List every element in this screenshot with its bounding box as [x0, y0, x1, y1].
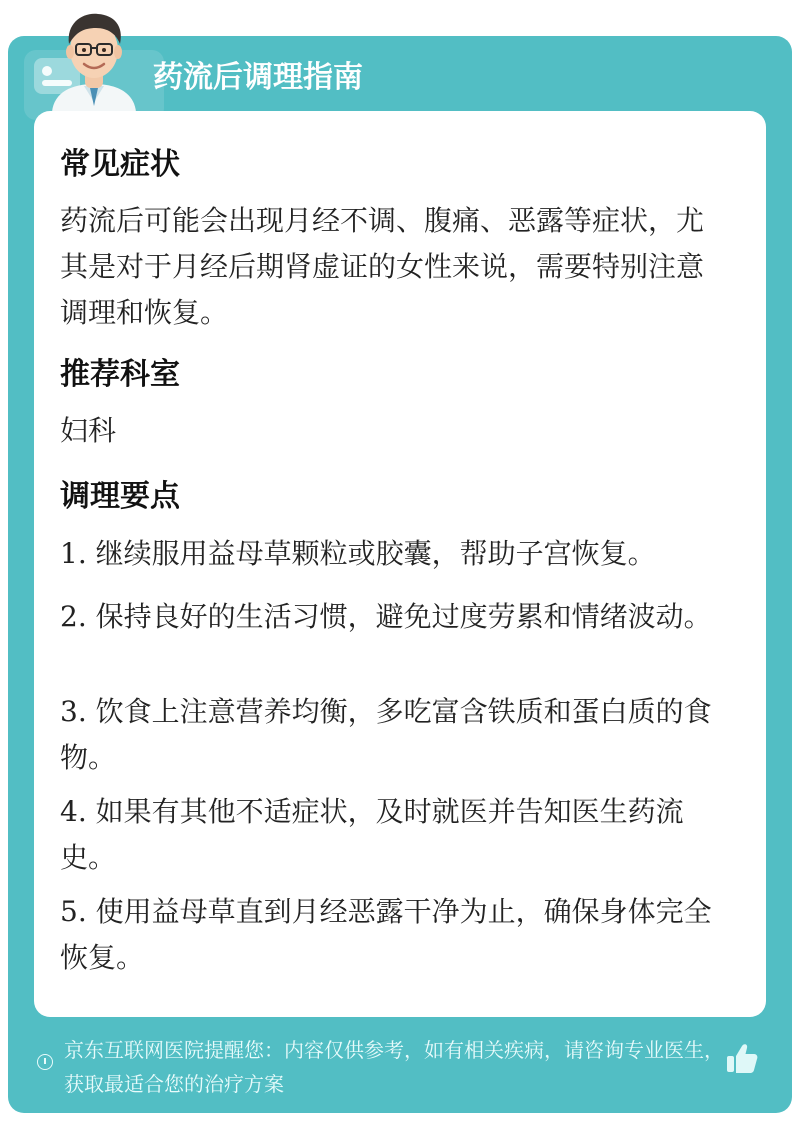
page-title: 药流后调理指南: [153, 60, 363, 95]
list-item-text: 如果有其他不适症状，及时就医并告知医生药流史。: [60, 795, 684, 874]
thumbs-up-icon[interactable]: [724, 1040, 760, 1076]
symptoms-text: 药流后可能会出现月经不调、腹痛、恶露等症状，尤其是对于月经后期肾虚证的女性来说，需要特别注意调理和恢复。: [60, 204, 705, 329]
list-item-number: 3.: [60, 695, 87, 728]
disclaimer-text: 京东互联网医院提醒您：内容仅供参考，如有相关疾病，请咨询专业医生，获取最适合您的治疗方案: [64, 1038, 724, 1096]
list-item-text: 保持良好的生活习惯，避免过度劳累和情绪波动。: [95, 600, 712, 633]
list-item: [60, 789, 730, 881]
doctor-avatar: [44, 6, 144, 112]
list-item-number: 1.: [60, 537, 87, 570]
list-item: [60, 594, 730, 640]
section-title-department: 推荐科室: [60, 357, 180, 392]
department-text: 妇科: [60, 414, 117, 447]
list-item: [60, 531, 730, 577]
list-item: [60, 889, 730, 981]
list-item-text: 使用益母草直到月经恶露干净为止，确保身体完全恢复。: [60, 895, 712, 974]
section-title-key-points: 调理要点: [60, 479, 180, 514]
section-title-symptoms: 常见症状: [60, 147, 180, 182]
info-icon: [37, 1054, 53, 1070]
list-item: [60, 689, 730, 781]
list-item-text: 饮食上注意营养均衡，多吃富含铁质和蛋白质的食物。: [60, 695, 712, 774]
list-item-text: 继续服用益母草颗粒或胶囊，帮助子宫恢复。: [95, 537, 656, 570]
list-item-number: 4.: [60, 795, 87, 828]
list-item-number: 5.: [60, 895, 87, 928]
list-item-number: 2.: [60, 600, 87, 633]
content-card: [34, 111, 766, 1017]
